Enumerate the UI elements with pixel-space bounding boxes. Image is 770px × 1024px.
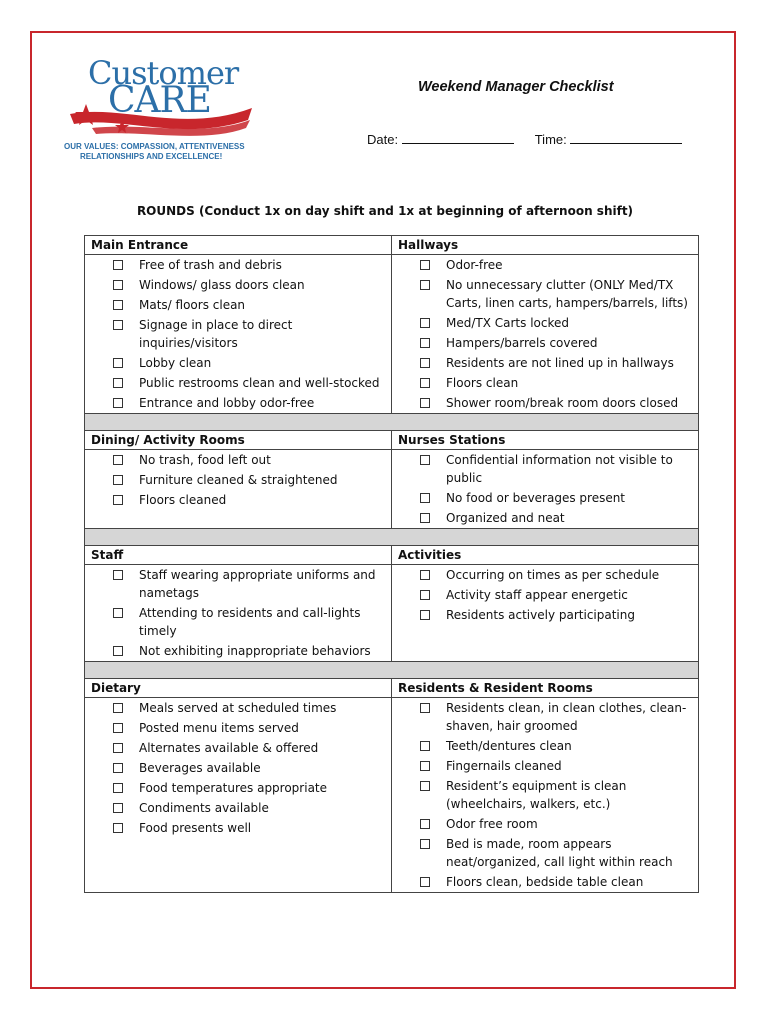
checkbox[interactable] — [420, 358, 430, 368]
checklist-item — [85, 798, 391, 818]
checklist-item — [85, 295, 391, 315]
checkbox[interactable] — [420, 703, 430, 713]
checklist-item — [392, 393, 698, 413]
checkbox[interactable] — [113, 495, 123, 505]
checklist-item-label: Food temperatures appropriate — [139, 781, 328, 795]
section-divider-row — [85, 529, 699, 546]
checklist-table — [84, 235, 699, 893]
logo-values-text: OUR VALUES: COMPASSION, ATTENTIVENESS RELATIONSHIPS AND EXCELLENCE! — [64, 142, 245, 161]
section-heading: Hallways — [392, 236, 699, 255]
section-heading: Staff — [85, 546, 392, 565]
date-field[interactable] — [402, 131, 514, 144]
checklist-item — [85, 393, 391, 413]
checklist-item-label: No unnecessary clutter (ONLY Med/TX Carts, linen carts, hampers/barrels, lifts) — [446, 278, 688, 310]
checklist-item — [85, 353, 391, 373]
checkbox[interactable] — [420, 260, 430, 270]
checklist-item — [85, 373, 391, 393]
checklist-item — [85, 641, 391, 661]
checklist-item-label: Food presents well — [139, 821, 252, 835]
checklist-item-label: Med/TX Carts locked — [446, 316, 569, 330]
left-items-cell — [85, 698, 392, 893]
checklist-item — [392, 565, 698, 585]
left-items-cell — [85, 565, 392, 662]
checklist-item — [85, 778, 391, 798]
checklist-item-label: Free of trash and debris — [139, 258, 282, 272]
checklist-item-label: Floors clean, bedside table clean — [446, 875, 644, 889]
right-items-cell — [392, 255, 699, 414]
logo-word-care: CARE — [108, 80, 211, 121]
checklist-item — [392, 585, 698, 605]
right-items-cell — [392, 565, 699, 662]
section-heading: Dietary — [85, 679, 392, 698]
checkbox[interactable] — [420, 280, 430, 290]
checklist-item-label: Public restrooms clean and well-stocked — [139, 376, 380, 390]
checklist-item — [392, 736, 698, 756]
left-items-cell — [85, 255, 392, 414]
checkbox[interactable] — [420, 761, 430, 771]
time-label: Time: — [534, 132, 567, 147]
checklist-item — [85, 565, 391, 603]
section-heading: Nurses Stations — [392, 431, 699, 450]
checklist-item — [392, 834, 698, 872]
checklist-item-label: Odor free room — [446, 817, 538, 831]
checklist-item-label: Residents actively participating — [446, 608, 635, 622]
time-field[interactable] — [570, 131, 682, 144]
checklist-item — [85, 450, 391, 470]
checklist-item — [392, 605, 698, 625]
section-items-row — [85, 255, 699, 414]
checkbox[interactable] — [113, 455, 123, 465]
checklist-item-label: Residents clean, in clean clothes, clean-shaven, hair groomed — [446, 701, 687, 733]
document-title: Weekend Manager Checklist — [418, 79, 614, 95]
checkbox[interactable] — [113, 723, 123, 733]
checklist-item-label: Alternates available & offered — [139, 741, 319, 755]
checklist-item-label: Signage in place to direct inquiries/visitors — [139, 318, 293, 350]
checklist-item-label: No food or beverages present — [446, 491, 626, 505]
checklist-item — [85, 718, 391, 738]
checklist-item-label: Not exhibiting inappropriate behaviors — [139, 644, 371, 658]
checklist-item — [85, 315, 391, 353]
checklist-item-label: Beverages available — [139, 761, 261, 775]
checkbox[interactable] — [113, 280, 123, 290]
checklist-item-label: Meals served at scheduled times — [139, 701, 337, 715]
checkbox[interactable] — [420, 455, 430, 465]
checkbox[interactable] — [420, 839, 430, 849]
checkbox[interactable] — [420, 819, 430, 829]
checklist-item — [392, 313, 698, 333]
checklist-item — [85, 490, 391, 510]
checklist-item-label: Organized and neat — [446, 511, 565, 525]
section-heading: Main Entrance — [85, 236, 392, 255]
checkbox[interactable] — [113, 646, 123, 656]
checkbox[interactable] — [420, 513, 430, 523]
checkbox[interactable] — [113, 608, 123, 618]
checklist-item — [85, 758, 391, 778]
checklist-item — [392, 275, 698, 313]
checklist-item-label: Confidential information not visible to public — [446, 453, 673, 485]
section-divider — [85, 414, 699, 431]
checkbox[interactable] — [113, 783, 123, 793]
section-divider — [85, 662, 699, 679]
checkbox[interactable] — [113, 823, 123, 833]
checkbox[interactable] — [420, 741, 430, 751]
date-time-line — [367, 131, 682, 147]
checklist-item — [392, 488, 698, 508]
checklist-item-label: Resident’s equipment is clean (wheelchairs, walkers, etc.) — [446, 779, 627, 811]
rounds-heading: ROUNDS (Conduct 1x on day shift and 1x at beginning of afternoon shift) — [136, 204, 634, 218]
checklist-item-label: Posted menu items served — [139, 721, 299, 735]
section-items-row — [85, 698, 699, 893]
checkbox[interactable] — [420, 398, 430, 408]
checklist-item-label: Attending to residents and call-lights timely — [139, 606, 361, 638]
checklist-item — [85, 738, 391, 758]
checkbox[interactable] — [420, 570, 430, 580]
checkbox[interactable] — [113, 358, 123, 368]
section-divider — [85, 529, 699, 546]
checklist-item — [392, 255, 698, 275]
checklist-item-label: Activity staff appear energetic — [446, 588, 628, 602]
checkbox[interactable] — [420, 378, 430, 388]
checklist-item-label: Residents are not lined up in hallways — [446, 356, 674, 370]
checkbox[interactable] — [420, 781, 430, 791]
right-items-cell — [392, 450, 699, 529]
checklist-item — [85, 603, 391, 641]
checkbox[interactable] — [113, 475, 123, 485]
checklist-item — [392, 353, 698, 373]
checklist-item — [392, 508, 698, 528]
checkbox[interactable] — [113, 703, 123, 713]
checklist-item-label: Staff wearing appropriate uniforms and nametags — [139, 568, 376, 600]
checklist-item-label: Entrance and lobby odor-free — [139, 396, 315, 410]
section-items-row — [85, 565, 699, 662]
checklist-item — [85, 818, 391, 838]
checklist-item-label: Windows/ glass doors clean — [139, 278, 305, 292]
checkbox[interactable] — [113, 763, 123, 773]
checklist-item — [85, 698, 391, 718]
checklist-item-label: Floors clean — [446, 376, 519, 390]
section-header-row — [85, 431, 699, 450]
checklist-item — [85, 275, 391, 295]
checkbox[interactable] — [420, 610, 430, 620]
customer-care-logo — [62, 54, 262, 170]
checkbox[interactable] — [113, 320, 123, 330]
section-header-row — [85, 679, 699, 698]
section-divider-row — [85, 662, 699, 679]
checklist-item — [392, 450, 698, 488]
section-heading: Dining/ Activity Rooms — [85, 431, 392, 450]
checklist-item-label: Occurring on times as per schedule — [446, 568, 660, 582]
checklist-item-label: Condiments available — [139, 801, 269, 815]
checklist-item — [85, 255, 391, 275]
checklist-item — [392, 756, 698, 776]
checklist-item-label: Hampers/barrels covered — [446, 336, 598, 350]
checklist-item — [85, 470, 391, 490]
checkbox[interactable] — [113, 743, 123, 753]
checkbox[interactable] — [420, 877, 430, 887]
section-header-row — [85, 236, 699, 255]
logo-word-customer: Customer — [88, 54, 239, 92]
checklist-item — [392, 698, 698, 736]
left-items-cell — [85, 450, 392, 529]
checklist-item-label: Mats/ floors clean — [139, 298, 246, 312]
checklist-item — [392, 872, 698, 892]
section-heading: Residents & Resident Rooms — [392, 679, 699, 698]
checklist-item-label: Bed is made, room appears neat/organized, call light within reach — [446, 837, 673, 869]
checklist-item-label: Furniture cleaned & straightened — [139, 473, 338, 487]
checkbox[interactable] — [420, 318, 430, 328]
checkbox[interactable] — [113, 803, 123, 813]
checklist-item-label: Teeth/dentures clean — [446, 739, 572, 753]
checklist-item — [392, 333, 698, 353]
section-heading: Activities — [392, 546, 699, 565]
checkbox[interactable] — [420, 493, 430, 503]
checkbox[interactable] — [113, 260, 123, 270]
right-items-cell — [392, 698, 699, 893]
section-divider-row — [85, 414, 699, 431]
checkbox[interactable] — [420, 590, 430, 600]
checkbox[interactable] — [113, 398, 123, 408]
checkbox[interactable] — [113, 378, 123, 388]
section-header-row — [85, 546, 699, 565]
checklist-item-label: Shower room/break room doors closed — [446, 396, 679, 410]
checklist-item-label: Floors cleaned — [139, 493, 227, 507]
checklist-item-label: Odor-free — [446, 258, 503, 272]
section-items-row — [85, 450, 699, 529]
checkbox[interactable] — [420, 338, 430, 348]
checkbox[interactable] — [113, 570, 123, 580]
checklist-item — [392, 814, 698, 834]
checklist-item — [392, 373, 698, 393]
checklist-item-label: Fingernails cleaned — [446, 759, 562, 773]
checklist-item — [392, 776, 698, 814]
checkbox[interactable] — [113, 300, 123, 310]
checklist-item-label: No trash, food left out — [139, 453, 271, 467]
checklist-item-label: Lobby clean — [139, 356, 212, 370]
date-label: Date: — [367, 132, 399, 147]
